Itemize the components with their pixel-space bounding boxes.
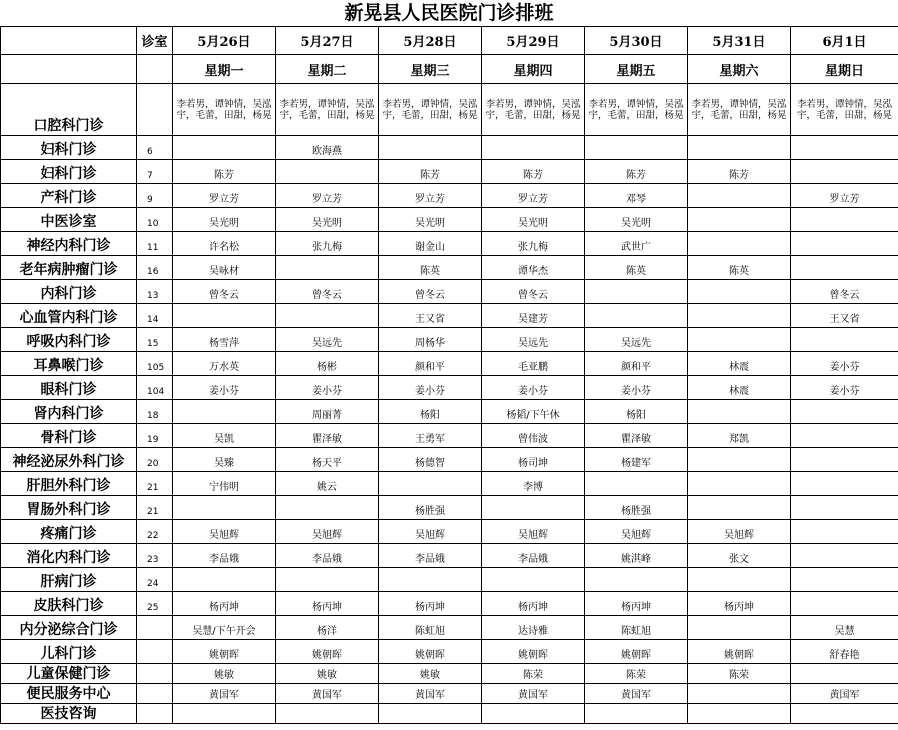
schedule-row: [1, 640, 898, 664]
doctor-cell: 姚云: [276, 472, 379, 496]
oral-staff: 李若男，谭钟情，吴泓宇，毛蕾，田甜，杨晃: [688, 84, 791, 136]
doctor-cell: 吴旭辉: [482, 520, 585, 544]
room-number: [137, 664, 173, 684]
doctor-cell: [688, 328, 791, 352]
schedule-table: [0, 26, 898, 724]
doctor-cell: [688, 280, 791, 304]
doctor-cell: 邓琴: [585, 184, 688, 208]
room-number: 9: [137, 184, 173, 208]
doctor-cell: 吴远先: [276, 328, 379, 352]
doctor-cell: 李品娥: [379, 544, 482, 568]
doctor-cell: 黄国军: [379, 684, 482, 704]
doctor-cell: 杨丙坤: [173, 592, 276, 616]
doctor-cell: [585, 304, 688, 328]
doctor-cell: 吴光明: [173, 208, 276, 232]
schedule-row: [1, 232, 898, 256]
room-number: 18: [137, 400, 173, 424]
room-number: 105: [137, 352, 173, 376]
doctor-cell: 杨丙坤: [276, 592, 379, 616]
doctor-cell: 罗立芳: [379, 184, 482, 208]
doctor-cell: 曾冬云: [379, 280, 482, 304]
schedule-row: [1, 592, 898, 616]
doctor-cell: [791, 400, 898, 424]
doctor-cell: 黄国军: [482, 684, 585, 704]
doctor-cell: 李博: [482, 472, 585, 496]
doctor-cell: [791, 448, 898, 472]
schedule-row: [1, 448, 898, 472]
doctor-cell: [791, 256, 898, 280]
doctor-cell: 姜小芬: [482, 376, 585, 400]
doctor-cell: 谢金山: [379, 232, 482, 256]
doctor-cell: 陈芳: [379, 160, 482, 184]
doctor-cell: 李品娥: [276, 544, 379, 568]
doctor-cell: 吴光明: [379, 208, 482, 232]
doctor-cell: 周丽菁: [276, 400, 379, 424]
doctor-cell: [791, 520, 898, 544]
doctor-cell: 曾冬云: [276, 280, 379, 304]
doctor-cell: [585, 280, 688, 304]
room-number: 21: [137, 472, 173, 496]
doctor-cell: [791, 592, 898, 616]
doctor-cell: 黄国军: [173, 684, 276, 704]
room-number: 25: [137, 592, 173, 616]
doctor-cell: 王勇军: [379, 424, 482, 448]
doctor-cell: [791, 568, 898, 592]
schedule-row: [1, 160, 898, 184]
doctor-cell: [276, 704, 379, 724]
doctor-cell: 姚敏: [379, 664, 482, 684]
doctor-cell: 林震: [688, 376, 791, 400]
doctor-cell: [791, 424, 898, 448]
doctor-cell: [791, 160, 898, 184]
doctor-cell: 杨彬: [276, 352, 379, 376]
doctor-cell: 陈荣: [688, 664, 791, 684]
oral-staff: 李若男，谭钟情，吴泓宇，毛蕾，田甜，杨晃: [379, 84, 482, 136]
doctor-cell: 黄国军: [276, 684, 379, 704]
date-row: [1, 27, 898, 55]
room-number: [137, 684, 173, 704]
schedule-row: [1, 544, 898, 568]
doctor-cell: [688, 448, 791, 472]
doctor-cell: [585, 136, 688, 160]
doctor-cell: [791, 136, 898, 160]
date-header: 5月28日: [379, 27, 482, 55]
weekday-row: [1, 55, 898, 84]
schedule-row: [1, 684, 898, 704]
dept-name: 便民服务中心: [1, 684, 137, 704]
schedule-row: [1, 136, 898, 160]
room-number: 20: [137, 448, 173, 472]
doctor-cell: 陈英: [379, 256, 482, 280]
doctor-cell: 谭华杰: [482, 256, 585, 280]
room-number: [137, 84, 173, 136]
dept-name: 儿科门诊: [1, 640, 137, 664]
room-number: 21: [137, 496, 173, 520]
doctor-cell: [688, 400, 791, 424]
doctor-cell: 吴建芳: [482, 304, 585, 328]
doctor-cell: [482, 704, 585, 724]
doctor-cell: 陈虹旭: [585, 616, 688, 640]
dept-name: 中医诊室: [1, 208, 137, 232]
doctor-cell: 张九梅: [482, 232, 585, 256]
schedule-row: [1, 664, 898, 684]
room-number: [137, 704, 173, 724]
doctor-cell: [482, 568, 585, 592]
doctor-cell: 吴远先: [482, 328, 585, 352]
doctor-cell: 吴旭辉: [688, 520, 791, 544]
doctor-cell: 周杨华: [379, 328, 482, 352]
doctor-cell: 瞿泽敏: [276, 424, 379, 448]
doctor-cell: 郑凯: [688, 424, 791, 448]
weekday-header: 星期二: [276, 55, 379, 84]
doctor-cell: [791, 328, 898, 352]
doctor-cell: 姜小芬: [276, 376, 379, 400]
oral-staff: 李若男，谭钟情，吴泓宇，毛蕾，田甜，杨晃: [585, 84, 688, 136]
date-header: 5月27日: [276, 27, 379, 55]
doctor-cell: [482, 496, 585, 520]
dept-name: 妇科门诊: [1, 136, 137, 160]
doctor-cell: 许名松: [173, 232, 276, 256]
schedule-row: [1, 472, 898, 496]
schedule-row: [1, 184, 898, 208]
doctor-cell: 罗立芳: [276, 184, 379, 208]
schedule-row: [1, 304, 898, 328]
room-header: 诊室: [137, 27, 173, 55]
date-header: 5月31日: [688, 27, 791, 55]
room-number: 19: [137, 424, 173, 448]
doctor-cell: 杨丙坤: [482, 592, 585, 616]
doctor-cell: [688, 472, 791, 496]
doctor-cell: 曾冬云: [482, 280, 585, 304]
doctor-cell: [688, 136, 791, 160]
dept-name: 眼科门诊: [1, 376, 137, 400]
doctor-cell: 杨司坤: [482, 448, 585, 472]
oral-staff: 李若男，谭钟情，吴泓宇，毛蕾，田甜，杨晃: [482, 84, 585, 136]
schedule-row: [1, 568, 898, 592]
doctor-cell: 杨阳: [585, 400, 688, 424]
doctor-cell: [688, 184, 791, 208]
dept-name: 呼吸内科门诊: [1, 328, 137, 352]
dept-name: 肝胆外科门诊: [1, 472, 137, 496]
doctor-cell: 姚朝晖: [585, 640, 688, 664]
doctor-cell: 李品娥: [173, 544, 276, 568]
schedule-row: [1, 520, 898, 544]
dept-name: 产科门诊: [1, 184, 137, 208]
doctor-cell: 吴光明: [276, 208, 379, 232]
doctor-cell: 万水英: [173, 352, 276, 376]
schedule-row: [1, 256, 898, 280]
dept-name: 耳鼻喉门诊: [1, 352, 137, 376]
dept-name: 内分泌综合门诊: [1, 616, 137, 640]
schedule-row: [1, 616, 898, 640]
room-number: 10: [137, 208, 173, 232]
doctor-cell: [688, 684, 791, 704]
doctor-cell: 吴咏材: [173, 256, 276, 280]
doctor-cell: [791, 472, 898, 496]
room-number: 6: [137, 136, 173, 160]
dept-name: 老年病肿瘤门诊: [1, 256, 137, 280]
doctor-cell: 陈芳: [585, 160, 688, 184]
doctor-cell: 杨韬/下午休: [482, 400, 585, 424]
doctor-cell: 吴旭辉: [585, 520, 688, 544]
doctor-cell: 罗立芳: [482, 184, 585, 208]
doctor-cell: [276, 304, 379, 328]
dept-name: 口腔科门诊: [1, 84, 137, 136]
doctor-cell: 姜小芬: [379, 376, 482, 400]
doctor-cell: 姜小芬: [585, 376, 688, 400]
doctor-cell: 陈芳: [482, 160, 585, 184]
doctor-cell: 曾伟波: [482, 424, 585, 448]
doctor-cell: 杨德智: [379, 448, 482, 472]
blank-cell: [137, 55, 173, 84]
date-header: 6月1日: [791, 27, 898, 55]
room-number: 24: [137, 568, 173, 592]
date-header: 5月29日: [482, 27, 585, 55]
room-number: 13: [137, 280, 173, 304]
dept-name: 心血管内科门诊: [1, 304, 137, 328]
doctor-cell: 吴旭辉: [173, 520, 276, 544]
doctor-cell: 姜小芬: [173, 376, 276, 400]
doctor-cell: 杨天平: [276, 448, 379, 472]
doctor-cell: 吴光明: [482, 208, 585, 232]
doctor-cell: 黄国军: [791, 684, 898, 704]
doctor-cell: 黄国军: [585, 684, 688, 704]
dept-name: 妇科门诊: [1, 160, 137, 184]
weekday-header: 星期日: [791, 55, 898, 84]
doctor-cell: [379, 472, 482, 496]
date-header: 5月30日: [585, 27, 688, 55]
doctor-cell: 李品娥: [482, 544, 585, 568]
doctor-cell: 林震: [688, 352, 791, 376]
doctor-cell: 姚朝晖: [482, 640, 585, 664]
doctor-cell: 曾冬云: [173, 280, 276, 304]
doctor-cell: [585, 704, 688, 724]
doctor-cell: [688, 568, 791, 592]
dept-name: 消化内科门诊: [1, 544, 137, 568]
doctor-cell: 陈荣: [585, 664, 688, 684]
doctor-cell: [688, 304, 791, 328]
doctor-cell: 宁伟明: [173, 472, 276, 496]
schedule-row: [1, 424, 898, 448]
schedule-row: [1, 376, 898, 400]
room-number: 11: [137, 232, 173, 256]
doctor-cell: [173, 568, 276, 592]
doctor-cell: [688, 616, 791, 640]
doctor-cell: 姚朝晖: [379, 640, 482, 664]
doctor-cell: 陈荣: [482, 664, 585, 684]
room-number: 23: [137, 544, 173, 568]
weekday-header: 星期六: [688, 55, 791, 84]
doctor-cell: [688, 208, 791, 232]
doctor-cell: [173, 136, 276, 160]
doctor-cell: 张文: [688, 544, 791, 568]
doctor-cell: [791, 664, 898, 684]
doctor-cell: [482, 136, 585, 160]
doctor-cell: 张九梅: [276, 232, 379, 256]
doctor-cell: 吴慧/下午开会: [173, 616, 276, 640]
room-number: 14: [137, 304, 173, 328]
doctor-cell: [276, 256, 379, 280]
doctor-cell: 姚朝晖: [173, 640, 276, 664]
doctor-cell: 吴旭辉: [379, 520, 482, 544]
doctor-cell: [688, 232, 791, 256]
doctor-cell: 武世广: [585, 232, 688, 256]
sheet-title: 新晃县人民医院门诊排班: [344, 2, 554, 24]
doctor-cell: 姜小芬: [791, 352, 898, 376]
room-number: 104: [137, 376, 173, 400]
date-header: 5月26日: [173, 27, 276, 55]
oral-staff: 李若男，谭钟情，吴泓宇，毛蕾，田甜，杨晃: [173, 84, 276, 136]
doctor-cell: 杨丙坤: [379, 592, 482, 616]
weekday-header: 星期三: [379, 55, 482, 84]
doctor-cell: 吴慧: [791, 616, 898, 640]
blank-cell: [1, 55, 137, 84]
doctor-cell: 姚朝晖: [688, 640, 791, 664]
room-number: 16: [137, 256, 173, 280]
doctor-cell: [379, 704, 482, 724]
doctor-cell: 姜小芬: [791, 376, 898, 400]
doctor-cell: 王又省: [379, 304, 482, 328]
doctor-cell: [688, 704, 791, 724]
doctor-cell: 陈英: [688, 256, 791, 280]
doctor-cell: 吴凯: [173, 424, 276, 448]
doctor-cell: 吴远先: [585, 328, 688, 352]
doctor-cell: 舒春艳: [791, 640, 898, 664]
dept-name: 内科门诊: [1, 280, 137, 304]
doctor-cell: 杨丙坤: [585, 592, 688, 616]
doctor-cell: [791, 232, 898, 256]
weekday-header: 星期五: [585, 55, 688, 84]
doctor-cell: 杨胜强: [379, 496, 482, 520]
schedule-row: [1, 280, 898, 304]
doctor-cell: 陈虹旭: [379, 616, 482, 640]
doctor-cell: [173, 400, 276, 424]
doctor-cell: 姚朝晖: [276, 640, 379, 664]
doctor-cell: 杨胜强: [585, 496, 688, 520]
doctor-cell: 罗立芳: [791, 184, 898, 208]
dept-name: 神经泌尿外科门诊: [1, 448, 137, 472]
doctor-cell: 杨建军: [585, 448, 688, 472]
doctor-cell: 陈芳: [173, 160, 276, 184]
doctor-cell: [173, 304, 276, 328]
doctor-cell: [585, 472, 688, 496]
doctor-cell: [791, 208, 898, 232]
doctor-cell: [791, 704, 898, 724]
doctor-cell: 姚淇峰: [585, 544, 688, 568]
schedule-row: [1, 328, 898, 352]
room-number: [137, 640, 173, 664]
doctor-cell: 姚敏: [276, 664, 379, 684]
doctor-cell: 杨阳: [379, 400, 482, 424]
weekday-header: 星期四: [482, 55, 585, 84]
room-number: [137, 616, 173, 640]
schedule-row: [1, 400, 898, 424]
schedule-row: [1, 352, 898, 376]
doctor-cell: 颜和平: [379, 352, 482, 376]
doctor-cell: 吴光明: [585, 208, 688, 232]
doctor-cell: 吴臻: [173, 448, 276, 472]
doctor-cell: 王又省: [791, 304, 898, 328]
room-number: 22: [137, 520, 173, 544]
doctor-cell: 欧海燕: [276, 136, 379, 160]
doctor-cell: 杨丙坤: [688, 592, 791, 616]
dept-name: 疼痛门诊: [1, 520, 137, 544]
doctor-cell: 罗立芳: [173, 184, 276, 208]
dept-name: 肝病门诊: [1, 568, 137, 592]
doctor-cell: [173, 704, 276, 724]
dept-name: 皮肤科门诊: [1, 592, 137, 616]
dept-name: 肾内科门诊: [1, 400, 137, 424]
schedule-row: [1, 208, 898, 232]
doctor-cell: 毛亚鹏: [482, 352, 585, 376]
doctor-cell: [791, 496, 898, 520]
schedule-row: [1, 704, 898, 724]
room-number: 7: [137, 160, 173, 184]
dept-name: 神经内科门诊: [1, 232, 137, 256]
doctor-cell: 瞿泽敏: [585, 424, 688, 448]
dept-name: 儿童保健门诊: [1, 664, 137, 684]
doctor-cell: [173, 496, 276, 520]
weekday-header: 星期一: [173, 55, 276, 84]
doctor-cell: [688, 496, 791, 520]
doctor-cell: 陈芳: [688, 160, 791, 184]
doctor-cell: [276, 568, 379, 592]
dept-name: 骨科门诊: [1, 424, 137, 448]
doctor-cell: 吴旭辉: [276, 520, 379, 544]
oral-staff: 李若男，谭钟情，吴泓宇，毛蕾，田甜，杨晃: [276, 84, 379, 136]
doctor-cell: 陈英: [585, 256, 688, 280]
doctor-cell: 颜和平: [585, 352, 688, 376]
dept-name: 胃肠外科门诊: [1, 496, 137, 520]
doctor-cell: [585, 568, 688, 592]
corner-cell: [1, 27, 137, 55]
doctor-cell: [791, 544, 898, 568]
doctor-cell: 姚敏: [173, 664, 276, 684]
doctor-cell: [276, 496, 379, 520]
schedule-row: [1, 496, 898, 520]
dept-name: 医技咨询: [1, 704, 137, 724]
doctor-cell: 杨雪萍: [173, 328, 276, 352]
doctor-cell: 曾冬云: [791, 280, 898, 304]
doctor-cell: [379, 568, 482, 592]
room-number: 15: [137, 328, 173, 352]
doctor-cell: [276, 160, 379, 184]
doctor-cell: 达诗雅: [482, 616, 585, 640]
doctor-cell: [379, 136, 482, 160]
doctor-cell: 杨洋: [276, 616, 379, 640]
oral-row: [1, 84, 898, 136]
oral-staff: 李若男，谭钟情，吴泓宇，毛蕾，田甜，杨晃: [791, 84, 898, 136]
